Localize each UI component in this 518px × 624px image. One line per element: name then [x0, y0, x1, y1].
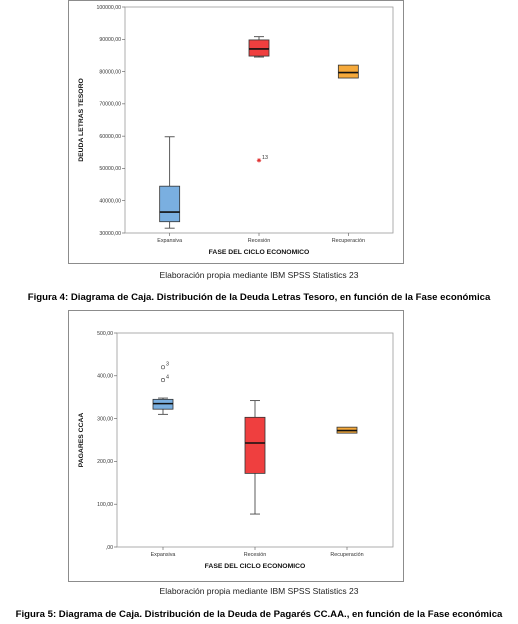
- box-body: [249, 40, 269, 56]
- y-axis-title: DEUDA LETRAS TESORO: [78, 78, 85, 162]
- outlier-circle: [161, 366, 164, 369]
- x-tick-label: Recesión: [247, 238, 271, 244]
- x-axis-title: FASE DEL CICLO ECONOMICO: [208, 249, 310, 256]
- source-caption-1: Elaboración propia mediante IBM SPSS Statistics 23: [159, 270, 359, 280]
- chart-letras-tesoro: [68, 0, 404, 264]
- y-tick-label: 100,00: [97, 502, 113, 508]
- y-tick-label: 200,00: [97, 459, 113, 466]
- source-caption-2: Elaboración propia mediante IBM SPSS Statistics 23: [159, 586, 359, 596]
- x-tick-label: Expansiva: [150, 552, 176, 558]
- figure-5-title: Figura 5: Diagrama de Caja. Distribución de la Deuda de Pagarés CC.AA., en función de la Fase económica: [15, 609, 503, 620]
- box-1: [249, 37, 269, 57]
- y-tick-label: 100000,00: [96, 4, 121, 11]
- x-tick-label: Recesión: [243, 552, 267, 558]
- boxplot-pagares-ccaa-svg: [69, 311, 403, 581]
- y-tick-label: 70000,00: [99, 101, 121, 108]
- boxplot-letras-tesoro-svg: [69, 1, 403, 263]
- box-2: [338, 65, 358, 78]
- y-axis-title: PAGARES CCAA: [78, 412, 85, 468]
- y-tick-label: 30000,00: [99, 230, 121, 237]
- x-tick-label: Recuperación: [330, 552, 364, 558]
- x-tick-label: Expansiva: [157, 238, 183, 244]
- outlier-circle: [161, 378, 164, 381]
- y-tick-label: ,00: [105, 544, 113, 551]
- y-tick-label: 60000,00: [99, 133, 121, 140]
- figure-4-title: Figura 4: Diagrama de Caja. Distribución de la Deuda Letras Tesoro, en función de la Fase económica: [27, 292, 491, 303]
- outlier-label: 13: [262, 154, 268, 161]
- chart-pagares-ccaa: [68, 310, 404, 582]
- box-body: [338, 65, 358, 78]
- y-tick-label: 400,00: [97, 373, 113, 380]
- x-tick-label: Recuperación: [331, 238, 365, 244]
- x-axis-title: FASE DEL CICLO ECONOMICO: [204, 563, 306, 570]
- y-tick-label: 500,00: [97, 330, 113, 337]
- outlier-label: 4: [166, 374, 169, 381]
- y-tick-label: 40000,00: [99, 198, 121, 205]
- box-2: [337, 427, 357, 433]
- y-tick-label: 90000,00: [99, 37, 121, 44]
- y-tick-label: 50000,00: [99, 166, 121, 173]
- y-tick-label: 300,00: [97, 416, 113, 423]
- outlier-label: 3: [166, 361, 169, 368]
- box-body: [160, 186, 180, 222]
- y-tick-label: 80000,00: [99, 69, 121, 76]
- box-body: [245, 417, 265, 473]
